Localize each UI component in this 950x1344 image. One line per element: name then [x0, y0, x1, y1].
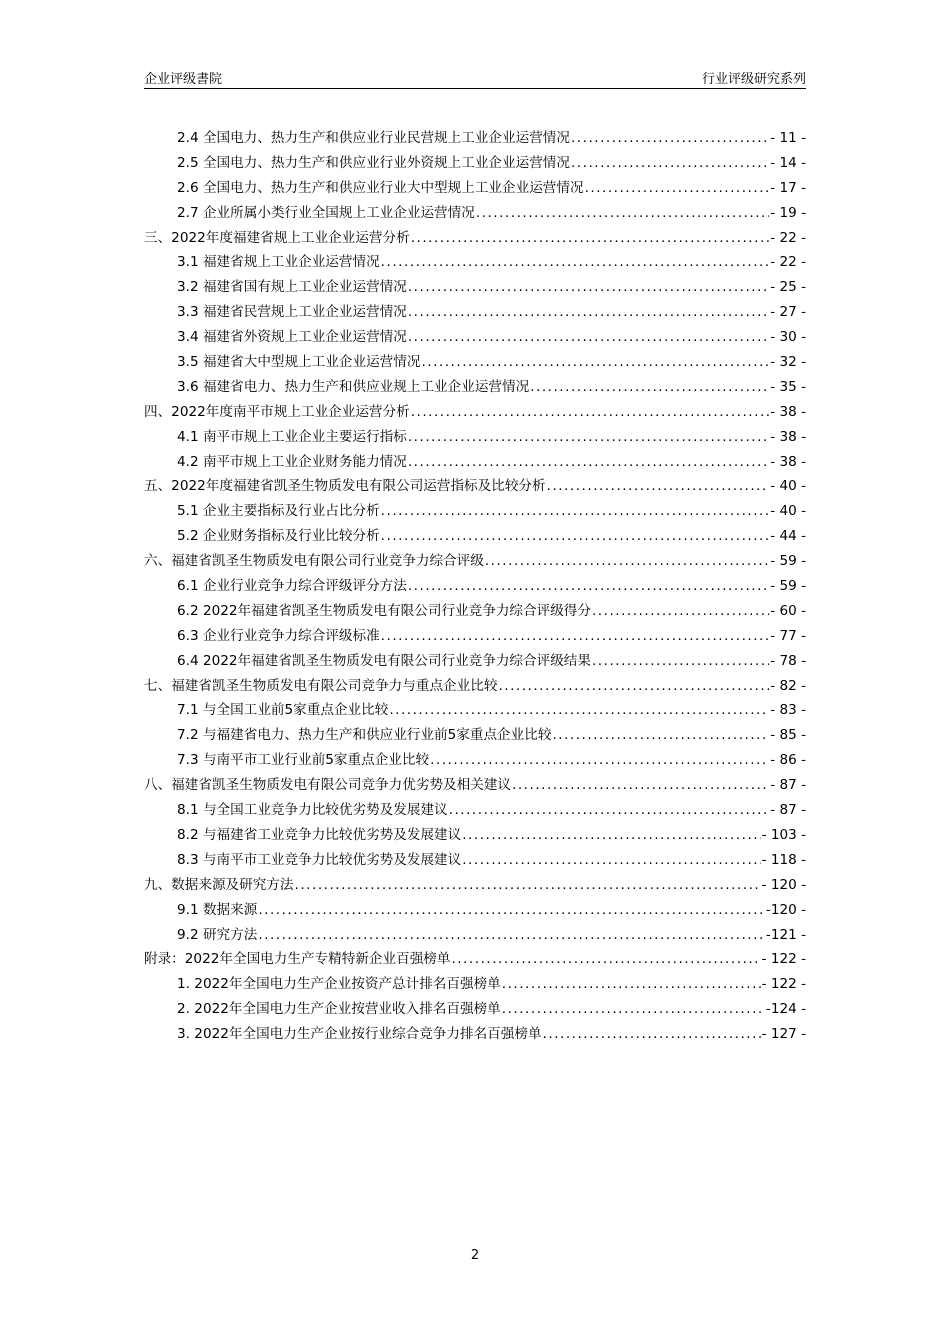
toc-dot-leader [592, 603, 769, 619]
toc-entry-page: - 17 - [770, 179, 806, 196]
toc-section-entry[interactable] [144, 375, 806, 400]
toc-dot-leader [408, 429, 769, 445]
toc-entry-page: - 22 - [770, 254, 806, 271]
toc-entry-page: - 40 - [770, 503, 806, 520]
toc-entry-page: - 120 - [761, 876, 806, 893]
toc-section-entry[interactable] [144, 624, 806, 649]
toc-entry-label: 五、2022年度福建省凯圣生物质发电有限公司运营指标及比较分析 [144, 478, 546, 495]
toc-section-entry[interactable] [144, 823, 806, 848]
toc-entry-page: - 127 - [761, 1026, 806, 1043]
toc-section-entry[interactable] [144, 201, 806, 226]
toc-entry-label: 2.7 企业所属小类行业全国规上工业企业运营情况 [177, 204, 475, 221]
toc-entry-label: 5.2 企业财务指标及行业比较分析 [177, 528, 380, 545]
toc-entry-label: 3.4 福建省外资规上工业企业运营情况 [177, 329, 407, 346]
toc-entry-label: 7.2 与福建省电力、热力生产和供应业行业前5家重点企业比较 [177, 727, 552, 744]
toc-entry-page: - 32 - [770, 354, 806, 371]
toc-chapter-entry[interactable] [144, 226, 806, 251]
toc-entry-label: 6.2 2022年福建省凯圣生物质发电有限公司行业竞争力综合评级得分 [177, 602, 591, 619]
toc-entry-page: - 38 - [770, 403, 806, 420]
toc-entry-page: - 25 - [770, 279, 806, 296]
toc-entry-page: - 103 - [761, 826, 806, 843]
toc-entry-page: - 19 - [770, 204, 806, 221]
page-number: 2 [470, 1248, 480, 1263]
toc-section-entry[interactable] [144, 1022, 806, 1047]
header-left-title: 企业评级書院 [144, 72, 223, 87]
toc-dot-leader [408, 279, 769, 295]
toc-entry-page: - 118 - [761, 851, 806, 868]
toc-dot-leader [476, 205, 769, 221]
toc-entry-page: - 59 - [770, 578, 806, 595]
toc-section-entry[interactable] [144, 126, 806, 151]
toc-section-entry[interactable] [144, 350, 806, 375]
header-right-title: 行业评级研究系列 [701, 72, 806, 87]
toc-dot-leader [451, 951, 760, 967]
toc-entry-label: 2.5 全国电力、热力生产和供应业行业外资规上工业企业运营情况 [177, 154, 570, 171]
toc-entry-page: - 11 - [770, 130, 806, 146]
toc-section-entry[interactable] [144, 649, 806, 674]
toc-entry-label: 8.2 与福建省工业竞争力比较优劣势及发展建议 [177, 826, 462, 843]
toc-dot-leader [408, 329, 769, 345]
toc-section-entry[interactable] [144, 798, 806, 823]
toc-entry-label: 7.3 与南平市工业行业前5家重点企业比较 [177, 752, 430, 769]
toc-section-entry[interactable] [144, 275, 806, 300]
toc-dot-leader [502, 1001, 765, 1017]
toc-entry-label: 8.3 与南平市工业竞争力比较优劣势及发展建议 [177, 851, 462, 868]
toc-dot-leader [498, 678, 769, 694]
toc-entry-label: 八、福建省凯圣生物质发电有限公司竞争力优劣势及相关建议 [144, 777, 512, 794]
toc-entry-page: - 78 - [770, 652, 806, 669]
toc-entry-page: - 82 - [770, 677, 806, 694]
toc-entry-label: 6.3 企业行业竞争力综合评级标准 [177, 627, 380, 644]
toc-entry-label: 3.3 福建省民营规上工业企业运营情况 [177, 304, 407, 321]
toc-entry-page: - 87 - [770, 802, 806, 819]
toc-entry-page: -121 - [765, 926, 806, 943]
toc-dot-leader [411, 404, 770, 420]
toc-entry-page: - 40 - [770, 478, 806, 495]
toc-dot-leader [502, 976, 761, 992]
toc-chapter-entry[interactable] [144, 873, 806, 898]
toc-entry-page: - 85 - [770, 727, 806, 744]
toc-entry-label: 8.1 与全国工业竞争力比较优劣势及发展建议 [177, 802, 448, 819]
toc-dot-leader [408, 304, 769, 320]
toc-entry-page: - 27 - [770, 304, 806, 321]
toc-entry-label: 2.4 全国电力、热力生产和供应业行业民营规上工业企业运营情况 [177, 130, 570, 146]
toc-section-entry[interactable] [144, 997, 806, 1022]
toc-entry-page: - 14 - [770, 154, 806, 171]
toc-entry-label: 6.1 企业行业竞争力综合评级评分方法 [177, 578, 407, 595]
toc-section-entry[interactable] [144, 723, 806, 748]
toc-chapter-entry[interactable] [144, 400, 806, 425]
toc-entry-page: - 22 - [770, 229, 806, 246]
toc-entry-page: - 59 - [770, 553, 806, 570]
toc-entry-page: -124 - [765, 1001, 806, 1018]
toc-entry-label: 3. 2022年全国电力生产企业按行业综合竞争力排名百强榜单 [177, 1026, 542, 1043]
toc-section-entry[interactable] [144, 176, 806, 201]
toc-entry-label: 9.1 数据来源 [177, 901, 258, 918]
toc-dot-leader [552, 727, 769, 743]
toc-dot-leader [421, 354, 769, 370]
toc-section-entry[interactable] [144, 151, 806, 176]
toc-dot-leader [571, 130, 769, 146]
toc-dot-leader [408, 454, 769, 470]
toc-entry-label: 3.5 福建省大中型规上工业企业运营情况 [177, 354, 421, 371]
toc-entry-page: -120 - [765, 901, 806, 918]
toc-chapter-entry[interactable] [144, 474, 806, 499]
toc-entry-page: - 44 - [770, 528, 806, 545]
toc-entry-label: 3.1 福建省规上工业企业运营情况 [177, 254, 380, 271]
toc-dot-leader [485, 553, 769, 569]
toc-dot-leader [258, 902, 765, 918]
toc-entry-label: 2.6 全国电力、热力生产和供应业行业大中型规上工业企业运营情况 [177, 179, 584, 196]
toc-section-entry[interactable] [144, 848, 806, 873]
toc-section-entry[interactable] [144, 300, 806, 325]
toc-entry-page: - 122 - [761, 951, 806, 968]
toc-dot-leader [585, 180, 770, 196]
toc-chapter-entry[interactable] [144, 674, 806, 699]
toc-dot-leader [592, 653, 769, 669]
toc-entry-label: 9.2 研究方法 [177, 926, 258, 943]
toc-entry-label: 四、2022年度南平市规上工业企业运营分析 [144, 403, 410, 420]
toc-entry-label: 附录：2022年全国电力生产专精特新企业百强榜单 [144, 951, 451, 968]
toc-entry-label: 5.1 企业主要指标及行业占比分析 [177, 503, 380, 520]
toc-entry-page: - 38 - [770, 453, 806, 470]
toc-entry-page: - 30 - [770, 329, 806, 346]
toc-section-entry[interactable] [144, 599, 806, 624]
toc-entry-label: 三、2022年度福建省规上工业企业运营分析 [144, 229, 410, 246]
toc-entry-label: 4.1 南平市规上工业企业主要运行指标 [177, 428, 407, 445]
toc-section-entry[interactable] [144, 748, 806, 773]
toc-dot-leader [462, 827, 760, 843]
toc-entry-page: - 38 - [770, 428, 806, 445]
toc-entry-label: 1. 2022年全国电力生产企业按资产总计排名百强榜单 [177, 976, 501, 993]
toc-section-entry[interactable] [144, 499, 806, 524]
toc-dot-leader [381, 503, 770, 519]
toc-entry-label: 3.2 福建省国有规上工业企业运营情况 [177, 279, 407, 296]
toc-dot-leader [258, 927, 765, 943]
toc-entry-page: - 60 - [770, 602, 806, 619]
toc-dot-leader [430, 752, 769, 768]
toc-dot-leader [449, 802, 770, 818]
toc-dot-leader [547, 478, 770, 494]
toc-dot-leader [530, 379, 769, 395]
toc-entry-label: 六、福建省凯圣生物质发电有限公司行业竞争力综合评级 [144, 553, 484, 570]
toc-section-entry[interactable] [144, 698, 806, 723]
toc-entry-page: - 83 - [770, 702, 806, 719]
toc-dot-leader [381, 254, 770, 270]
toc-dot-leader [512, 777, 769, 793]
toc-dot-leader [295, 877, 761, 893]
toc-entry-label: 九、数据来源及研究方法 [144, 876, 294, 893]
toc-dot-leader [381, 528, 770, 544]
toc-dot-leader [411, 230, 770, 246]
toc-section-entry[interactable] [144, 972, 806, 997]
toc-dot-leader [389, 702, 769, 718]
toc-section-entry[interactable] [144, 898, 806, 923]
toc-chapter-entry[interactable] [144, 947, 806, 972]
toc-dot-leader [408, 578, 769, 594]
toc-entry-page: - 87 - [770, 777, 806, 794]
table-of-contents [144, 126, 806, 1047]
toc-dot-leader [381, 628, 770, 644]
toc-entry-label: 7.1 与全国工业前5家重点企业比较 [177, 702, 389, 719]
toc-dot-leader [543, 1026, 761, 1042]
toc-dot-leader [462, 852, 760, 868]
toc-entry-label: 4.2 南平市规上工业企业财务能力情况 [177, 453, 407, 470]
toc-section-entry[interactable] [144, 524, 806, 549]
toc-entry-label: 6.4 2022年福建省凯圣生物质发电有限公司行业竞争力综合评级结果 [177, 652, 591, 669]
toc-entry-page: - 77 - [770, 627, 806, 644]
toc-chapter-entry[interactable] [144, 773, 806, 798]
toc-section-entry[interactable] [144, 574, 806, 599]
toc-dot-leader [571, 155, 769, 171]
toc-section-entry[interactable] [144, 325, 806, 350]
toc-section-entry[interactable] [144, 425, 806, 450]
toc-section-entry[interactable] [144, 450, 806, 475]
toc-entry-label: 2. 2022年全国电力生产企业按营业收入排名百强榜单 [177, 1001, 501, 1018]
toc-chapter-entry[interactable] [144, 549, 806, 574]
toc-entry-label: 七、福建省凯圣生物质发电有限公司竞争力与重点企业比较 [144, 677, 498, 694]
toc-entry-page: - 35 - [770, 378, 806, 395]
toc-entry-page: - 86 - [770, 752, 806, 769]
toc-section-entry[interactable] [144, 923, 806, 948]
toc-entry-page: - 122 - [761, 976, 806, 993]
toc-section-entry[interactable] [144, 250, 806, 275]
page-header [144, 68, 806, 89]
toc-entry-label: 3.6 福建省电力、热力生产和供应业规上工业企业运营情况 [177, 378, 530, 395]
